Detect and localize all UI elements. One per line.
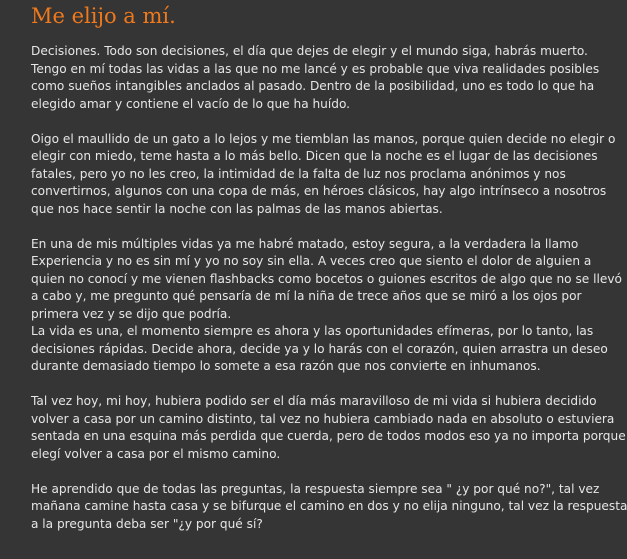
post-body	[31, 43, 627, 533]
text-line: elegí volver a casa por el mismo camino.	[31, 446, 281, 461]
text-line: a cabo y, me pregunto qué pensaría de mí la niña de trece años que se miró a los ojos por	[31, 289, 582, 303]
text-line: primera vez y se dijo que podría.	[31, 306, 232, 321]
text-line: Experiencia y no es sin mí y yo no soy sin ella. A veces creo que siento el dolor de alguien a	[31, 254, 592, 268]
text-line: He aprendido que de todas las preguntas, la respuesta siempre sea " ¿y por qué no?", tal vez	[31, 481, 600, 496]
paragraph-2	[31, 131, 616, 219]
text-line: Tengo en mí todas las vidas a las que no me lancé y es probable que viva realidades posibles	[31, 61, 600, 76]
paragraph-4	[31, 323, 616, 376]
post-title: Me elijo a mí.	[31, 4, 176, 28]
paragraph-5	[31, 393, 626, 463]
text-line: elegido amar y contiene el vacío de lo que ha huído.	[31, 96, 351, 111]
text-line: La vida es una, el momento siempre es ahora y las oportunidades efímeras, por lo tanto, las	[31, 324, 594, 338]
text-line: que nos hace sentir la noche con las palmas de las manos abiertas.	[31, 201, 443, 216]
text-line: convertirnos, algunos con una copa de más, en héroes clásicos, hay algo intrínseco a nosotros	[31, 184, 607, 198]
paragraph-1	[31, 43, 616, 113]
text-line: a la pregunta deba ser "¿y por qué sí?	[31, 516, 263, 531]
text-line: como sueños intangibles anclados al pasado. Dentro de la posibilidad, uno es todo lo que ha	[31, 79, 595, 93]
text-line: durante demasiado tiempo lo somete a esa razón que nos convierte en inhumanos.	[31, 359, 541, 373]
text-line: quien no conocí y me vienen flashbacks como bocetos o guiones escritos de algo que no se llevó	[31, 271, 622, 286]
text-line: Decisiones. Todo son decisiones, el día que dejes de elegir y el mundo siga, habrás muerto.	[31, 44, 588, 58]
text-line: Tal vez hoy, mi hoy, hubiera podido ser el día más maravilloso de mi vida si hubiera decidido	[31, 394, 597, 408]
text-line: sentada en una esquina más perdida que cuerda, pero de todos modos eso ya no importa porque	[31, 429, 626, 443]
text-line: volver a casa por un camino distinto, tal vez no hubiera cambiado nada en absoluto o estuviera	[31, 411, 615, 426]
paragraph-6	[31, 481, 627, 534]
paragraph-3	[31, 236, 622, 324]
text-line: fatales, pero yo no les creo, la intimidad de la falta de luz nos proclama anónimos y nos	[31, 166, 566, 181]
text-line: En una de mis múltiples vidas ya me habré matado, estoy segura, a la verdadera la llamo	[31, 236, 579, 251]
text-line: elegir con miedo, teme hasta a lo más bello. Dicen que la noche es el lugar de las decisiones	[31, 149, 598, 163]
text-line: Oigo el maullido de un gato a lo lejos y me tiemblan las manos, porque quien decide no elegir o	[31, 131, 616, 146]
text-line: mañana camine hasta casa y se bifurque el camino en dos y no elija ninguno, tal vez la respuesta	[31, 499, 627, 513]
text-line: decisiones rápidas. Decide ahora, decide ya y lo harás con el corazón, quien arrastra un deseo	[31, 341, 608, 356]
